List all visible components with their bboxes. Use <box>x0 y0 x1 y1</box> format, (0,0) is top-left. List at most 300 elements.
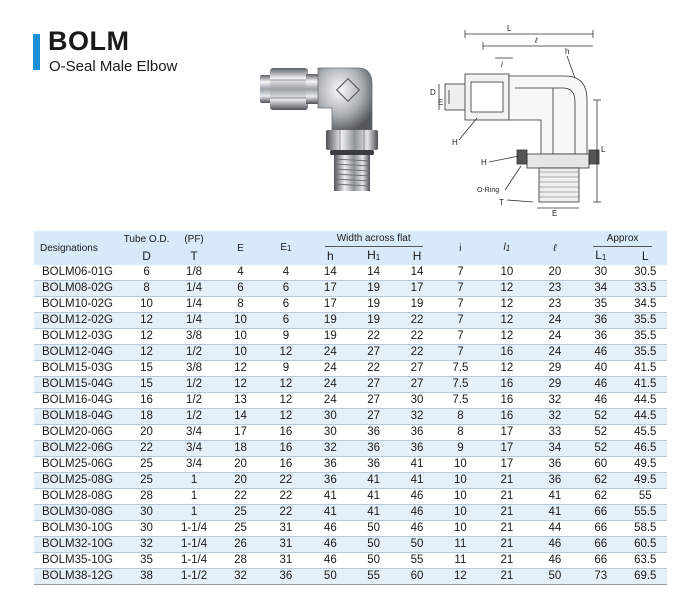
drawing-label-H-upper: H <box>452 138 458 147</box>
table-cell: 27 <box>367 394 381 406</box>
table-cell: 10 <box>454 506 467 518</box>
table-cell: 36 <box>594 314 608 326</box>
table-cell: 34 <box>548 442 562 454</box>
table-cell: 46 <box>548 554 562 566</box>
table-cell: 21 <box>500 474 514 486</box>
table-cell: 9 <box>457 442 464 454</box>
designation-cell: BOLM22-06G <box>42 442 113 454</box>
table-cell: 22 <box>367 330 381 342</box>
table-cell: 41 <box>548 490 562 502</box>
table-cell: 63.5 <box>634 554 657 566</box>
table-cell: 25 <box>140 458 153 470</box>
table-cell: 12 <box>140 346 153 358</box>
table-cell: 36 <box>594 330 608 342</box>
table-cell: 21 <box>500 538 514 550</box>
table-cell: 24 <box>323 362 337 374</box>
table-cell: 16 <box>279 426 293 438</box>
table-cell: 46 <box>323 538 337 550</box>
table-cell: 35 <box>140 554 153 566</box>
table-cell: 1/2 <box>186 378 203 390</box>
table-cell: 1 <box>190 490 198 502</box>
table-cell: 10 <box>234 330 247 342</box>
table-body <box>34 265 667 585</box>
table-cell: 6 <box>143 266 150 278</box>
drawing-label-T: T <box>499 198 504 207</box>
designation-cell: BOLM10-02G <box>42 298 113 310</box>
table-cell: 30 <box>410 394 424 406</box>
header-designations: Designations <box>34 231 123 265</box>
table-cell: 60.5 <box>634 538 657 550</box>
table-cell: 6 <box>237 282 244 294</box>
table-cell: 1 <box>190 506 198 518</box>
table-cell: 19 <box>410 298 424 310</box>
table-cell: 10 <box>454 458 467 470</box>
table-cell: 10 <box>140 298 153 310</box>
table-cell: 6 <box>282 298 290 310</box>
table-cell: 7 <box>457 314 464 326</box>
table-cell: 27 <box>367 410 381 422</box>
table-cell: 22 <box>367 362 381 374</box>
table-cell: 50 <box>323 570 337 582</box>
designation-cell: BOLM08-02G <box>42 282 113 294</box>
table-cell: 1/8 <box>186 266 203 278</box>
table-cell: 20 <box>548 266 562 278</box>
table-cell: 17 <box>500 442 514 454</box>
table-cell: 19 <box>323 330 337 342</box>
table-cell: 41.5 <box>634 378 657 390</box>
table-cell: 9 <box>282 362 290 374</box>
table-cell: 32 <box>140 538 153 550</box>
table-cell: 36 <box>279 570 293 582</box>
table-cell: 33.5 <box>634 282 657 294</box>
table-cell: 32 <box>234 570 247 582</box>
table-cell: 44.5 <box>634 410 657 422</box>
table-cell: 12 <box>500 314 514 326</box>
table-cell: 32 <box>548 410 562 422</box>
table-cell: 10 <box>454 474 467 486</box>
page-subtitle: O-Seal Male Elbow <box>49 58 178 75</box>
table-cell: 44 <box>548 522 562 534</box>
table-cell: 52 <box>594 442 608 454</box>
table-cell: 30 <box>323 410 337 422</box>
table-cell: 21 <box>500 554 514 566</box>
table-cell: 46.5 <box>634 442 657 454</box>
table-cell: 1-1/2 <box>180 570 208 582</box>
header-l: ℓ <box>532 231 578 265</box>
header-E: E <box>218 231 263 265</box>
table-cell: 8 <box>457 426 464 438</box>
table-cell: 38 <box>140 570 153 582</box>
table-cell: 22 <box>279 490 293 502</box>
table-cell: 36 <box>323 474 337 486</box>
table-cell: 11 <box>454 538 467 550</box>
table-cell: 21 <box>500 522 514 534</box>
table-cell: 41 <box>548 506 562 518</box>
table-row <box>34 377 667 393</box>
table-cell: 22 <box>279 506 293 518</box>
table-cell: 19 <box>367 314 381 326</box>
table-cell: 10 <box>454 522 467 534</box>
table-cell: 35.5 <box>634 314 657 326</box>
table-cell: 30 <box>140 506 153 518</box>
table-cell: 52 <box>594 410 608 422</box>
table-cell: 10 <box>234 314 247 326</box>
table-cell: 1 <box>190 474 198 486</box>
table-cell: 22 <box>279 474 293 486</box>
table-cell: 12 <box>279 394 293 406</box>
table-cell: 17 <box>410 282 424 294</box>
table-cell: 30.5 <box>634 266 657 278</box>
table-header-row-1 <box>34 231 667 247</box>
table-cell: 23 <box>548 298 562 310</box>
table-row <box>34 489 667 505</box>
table-cell: 1/2 <box>186 410 203 422</box>
table-cell: 27 <box>410 362 424 374</box>
table-cell: 12 <box>500 298 514 310</box>
header-D: D <box>123 247 171 265</box>
table-cell: 36 <box>367 426 381 438</box>
table-cell: 1/4 <box>186 298 203 310</box>
table-cell: 52 <box>594 426 608 438</box>
table-cell: 27 <box>367 346 381 358</box>
table-cell: 66 <box>594 522 608 534</box>
table-cell: 17 <box>323 282 337 294</box>
table-cell: 22 <box>410 314 424 326</box>
drawing-label-D: D <box>430 88 436 97</box>
table-cell: 34 <box>594 282 608 294</box>
table-cell: 55 <box>638 490 652 502</box>
table-cell: 24 <box>323 394 337 406</box>
table-cell: 24 <box>323 346 337 358</box>
table-cell: 32 <box>323 442 337 454</box>
table-cell: 16 <box>500 378 514 390</box>
title-accent-bar <box>33 34 40 70</box>
table-cell: 14 <box>234 410 247 422</box>
table-cell: 22 <box>140 442 153 454</box>
table-cell: 9 <box>282 330 290 342</box>
designation-cell: BOLM38-12G <box>42 570 113 582</box>
designation-cell: BOLM35-10G <box>42 554 113 566</box>
table-cell: 36 <box>323 458 337 470</box>
table-cell: 62 <box>594 490 608 502</box>
designation-cell: BOLM12-03G <box>42 330 113 342</box>
designation-cell: BOLM18-04G <box>42 410 113 422</box>
table-cell: 10 <box>234 346 247 358</box>
table-cell: 12 <box>454 570 467 582</box>
table-cell: 35 <box>594 298 608 310</box>
table-cell: 7.5 <box>452 362 469 374</box>
table-cell: 10 <box>500 266 514 278</box>
header-L1: $L_1$ <box>578 247 623 265</box>
table-cell: 8 <box>237 298 244 310</box>
table-cell: 24 <box>548 330 562 342</box>
table-cell: 22 <box>410 330 424 342</box>
table-cell: 49.5 <box>634 458 657 470</box>
designation-cell: BOLM30-10G <box>42 522 113 534</box>
table-row <box>34 409 667 425</box>
table-cell: 1/2 <box>186 394 203 406</box>
table-row <box>34 457 667 473</box>
table-cell: 1/4 <box>186 314 203 326</box>
table-bottom-rule <box>34 585 667 588</box>
table-cell: 21 <box>500 490 514 502</box>
table-cell: 49.5 <box>634 474 657 486</box>
table-cell: 46 <box>410 490 424 502</box>
header-width-across-flat: Width across flat <box>309 231 439 247</box>
table-cell: 16 <box>279 458 293 470</box>
table-row <box>34 553 667 569</box>
table-cell: 41 <box>410 458 424 470</box>
table-cell: 12 <box>140 330 153 342</box>
table-cell: 7 <box>457 346 464 358</box>
header-approx: Approx <box>578 231 667 247</box>
table-cell: 29 <box>548 362 562 374</box>
table-cell: 6 <box>282 282 290 294</box>
designation-cell: BOLM12-02G <box>42 314 113 326</box>
table-cell: 58.5 <box>634 522 657 534</box>
table-cell: 18 <box>234 442 247 454</box>
table-cell: 66 <box>594 538 608 550</box>
drawing-label-oring: O-Ring <box>477 187 500 194</box>
table-cell: 26 <box>234 538 247 550</box>
table-cell: 24 <box>323 378 337 390</box>
table-cell: 25 <box>234 506 247 518</box>
drawing-label-E: E <box>438 98 444 107</box>
table-cell: 50 <box>367 522 381 534</box>
table-cell: 60 <box>410 570 424 582</box>
table-cell: 45.5 <box>634 426 657 438</box>
designation-cell: BOLM25-06G <box>42 458 113 470</box>
table-cell: 7.5 <box>452 378 469 390</box>
table-cell: 7 <box>457 330 464 342</box>
table-cell: 23 <box>548 282 562 294</box>
table-row <box>34 569 667 585</box>
table-cell: 1/4 <box>186 282 203 294</box>
table-cell: 12 <box>500 330 514 342</box>
table-cell: 41 <box>410 474 424 486</box>
table-cell: 1-1/4 <box>180 538 208 550</box>
table-cell: 20 <box>234 474 247 486</box>
table-cell: 3/8 <box>186 330 203 342</box>
table-cell: 16 <box>500 346 514 358</box>
table-cell: 18 <box>140 410 153 422</box>
designation-cell: BOLM28-08G <box>42 490 113 502</box>
designation-cell: BOLM20-06G <box>42 426 113 438</box>
table-cell: 14 <box>410 266 424 278</box>
table-row <box>34 521 667 537</box>
table-row <box>34 393 667 409</box>
table-row <box>34 265 667 281</box>
table-row <box>34 313 667 329</box>
table-cell: 50 <box>548 570 562 582</box>
table-cell: 28 <box>234 554 247 566</box>
table-cell: 35.5 <box>634 346 657 358</box>
table-cell: 17 <box>500 426 514 438</box>
table-row <box>34 441 667 457</box>
table-cell: 46 <box>594 378 608 390</box>
designation-cell: BOLM30-08G <box>42 506 113 518</box>
table-cell: 12 <box>500 362 514 374</box>
table-cell: 73 <box>594 570 608 582</box>
table-cell: 25 <box>234 522 247 534</box>
table-cell: 41 <box>367 506 381 518</box>
table-row <box>34 297 667 313</box>
table-cell: 30 <box>594 266 608 278</box>
table-cell: 16 <box>500 394 514 406</box>
table-cell: 31 <box>279 554 293 566</box>
table-cell: 69.5 <box>634 570 657 582</box>
header-H: H <box>395 247 438 265</box>
table-cell: 24 <box>548 314 562 326</box>
table-cell: 14 <box>367 266 381 278</box>
header-tube-od: Tube O.D. <box>123 231 171 247</box>
table-cell: 15 <box>140 378 153 390</box>
table-cell: 3/4 <box>186 426 203 438</box>
table-cell: 8 <box>143 282 150 294</box>
table-cell: 3/8 <box>186 362 203 374</box>
table-cell: 55 <box>367 570 381 582</box>
table-cell: 34.5 <box>634 298 657 310</box>
designation-cell: BOLM32-10G <box>42 538 113 550</box>
table-cell: 32 <box>410 410 424 422</box>
designation-cell: BOLM16-04G <box>42 394 113 406</box>
table-cell: 41 <box>323 490 337 502</box>
table-cell: 6 <box>282 314 290 326</box>
table-cell: 20 <box>234 458 247 470</box>
table-cell: 16 <box>140 394 153 406</box>
table-cell: 41 <box>367 474 381 486</box>
table-cell: 36 <box>367 458 381 470</box>
header-H1: $H_1$ <box>352 247 395 265</box>
table-cell: 55.5 <box>634 506 657 518</box>
drawing-label-L: L <box>507 24 512 33</box>
table-cell: 7 <box>457 282 464 294</box>
header-T: T <box>170 247 218 265</box>
table-cell: 12 <box>234 378 247 390</box>
table-cell: 50 <box>367 554 381 566</box>
table-row <box>34 537 667 553</box>
table-cell: 46 <box>323 554 337 566</box>
table-cell: 24 <box>548 346 562 358</box>
designation-cell: BOLM06-01G <box>42 266 113 278</box>
table-cell: 19 <box>323 314 337 326</box>
table-row <box>34 281 667 297</box>
table-cell: 50 <box>410 538 424 550</box>
designation-cell: BOLM15-04G <box>42 378 113 390</box>
table-cell: 46 <box>323 522 337 534</box>
table-cell: 1-1/4 <box>180 554 208 566</box>
table-cell: 7 <box>457 266 464 278</box>
table-cell: 17 <box>500 458 514 470</box>
table-cell: 14 <box>323 266 337 278</box>
table-cell: 46 <box>548 538 562 550</box>
table-cell: 30 <box>140 522 153 534</box>
drawing-label-i: i <box>501 60 503 69</box>
drawing-label-E1: E <box>552 209 558 217</box>
header-i: i <box>439 231 482 265</box>
table-cell: 46 <box>410 522 424 534</box>
table-cell: 28 <box>140 490 153 502</box>
table-cell: 7 <box>457 298 464 310</box>
table-row <box>34 329 667 345</box>
table-cell: 12 <box>279 378 293 390</box>
table-cell: 22 <box>234 490 247 502</box>
table-cell: 1/2 <box>186 346 203 358</box>
table-cell: 12 <box>234 362 247 374</box>
table-cell: 44.5 <box>634 394 657 406</box>
table-cell: 4 <box>282 266 290 278</box>
table-cell: 36 <box>367 442 381 454</box>
designation-cell: BOLM12-04G <box>42 346 113 358</box>
table-cell: 25 <box>140 474 153 486</box>
table-cell: 60 <box>594 458 608 470</box>
table-cell: 50 <box>367 538 381 550</box>
table-cell: 12 <box>279 410 293 422</box>
table-cell: 66 <box>594 554 608 566</box>
table-cell: 27 <box>367 378 381 390</box>
table-cell: 4 <box>237 266 244 278</box>
header-L: L <box>624 247 667 265</box>
table-cell: 21 <box>500 570 514 582</box>
drawing-label-l: ℓ <box>535 36 538 45</box>
table-row <box>34 361 667 377</box>
table-cell: 27 <box>410 378 424 390</box>
table-cell: 62 <box>594 474 608 486</box>
table-cell: 41 <box>323 506 337 518</box>
table-cell: 32 <box>548 394 562 406</box>
technical-drawing <box>415 22 615 217</box>
table-cell: 40 <box>594 362 608 374</box>
table-row <box>34 425 667 441</box>
table-cell: 7.5 <box>452 394 469 406</box>
table-cell: 22 <box>410 346 424 358</box>
table-cell: 16 <box>500 410 514 422</box>
table-cell: 55 <box>410 554 424 566</box>
table-cell: 10 <box>454 490 467 502</box>
table-cell: 36 <box>410 442 424 454</box>
table-cell: 46 <box>594 346 608 358</box>
table-cell: 20 <box>140 426 153 438</box>
table-cell: 12 <box>279 346 293 358</box>
header-pf: (PF) <box>170 231 218 247</box>
table-cell: 17 <box>323 298 337 310</box>
table-cell: 21 <box>500 506 514 518</box>
designation-cell: BOLM15-03G <box>42 362 113 374</box>
table-cell: 3/4 <box>186 442 203 454</box>
table-cell: 46 <box>410 506 424 518</box>
table-cell: 41 <box>367 490 381 502</box>
table-cell: 12 <box>140 314 153 326</box>
page-title: BOLM <box>48 26 130 56</box>
header-E1: $E_1$ <box>263 231 308 265</box>
table-cell: 36 <box>548 474 562 486</box>
table-cell: 13 <box>234 394 247 406</box>
table-cell: 31 <box>279 522 293 534</box>
table-cell: 15 <box>140 362 153 374</box>
drawing-label-h: h <box>565 47 570 56</box>
table-cell: 19 <box>367 282 381 294</box>
table-cell: 31 <box>279 538 293 550</box>
table-row <box>34 505 667 521</box>
table-cell: 19 <box>367 298 381 310</box>
drawing-label-L1: L <box>601 145 606 154</box>
designation-cell: BOLM25-08G <box>42 474 113 486</box>
table-cell: 1-1/4 <box>180 522 208 534</box>
product-photo <box>250 50 400 200</box>
table-cell: 8 <box>457 410 464 422</box>
table-cell: 17 <box>234 426 247 438</box>
specification-table <box>34 231 667 587</box>
